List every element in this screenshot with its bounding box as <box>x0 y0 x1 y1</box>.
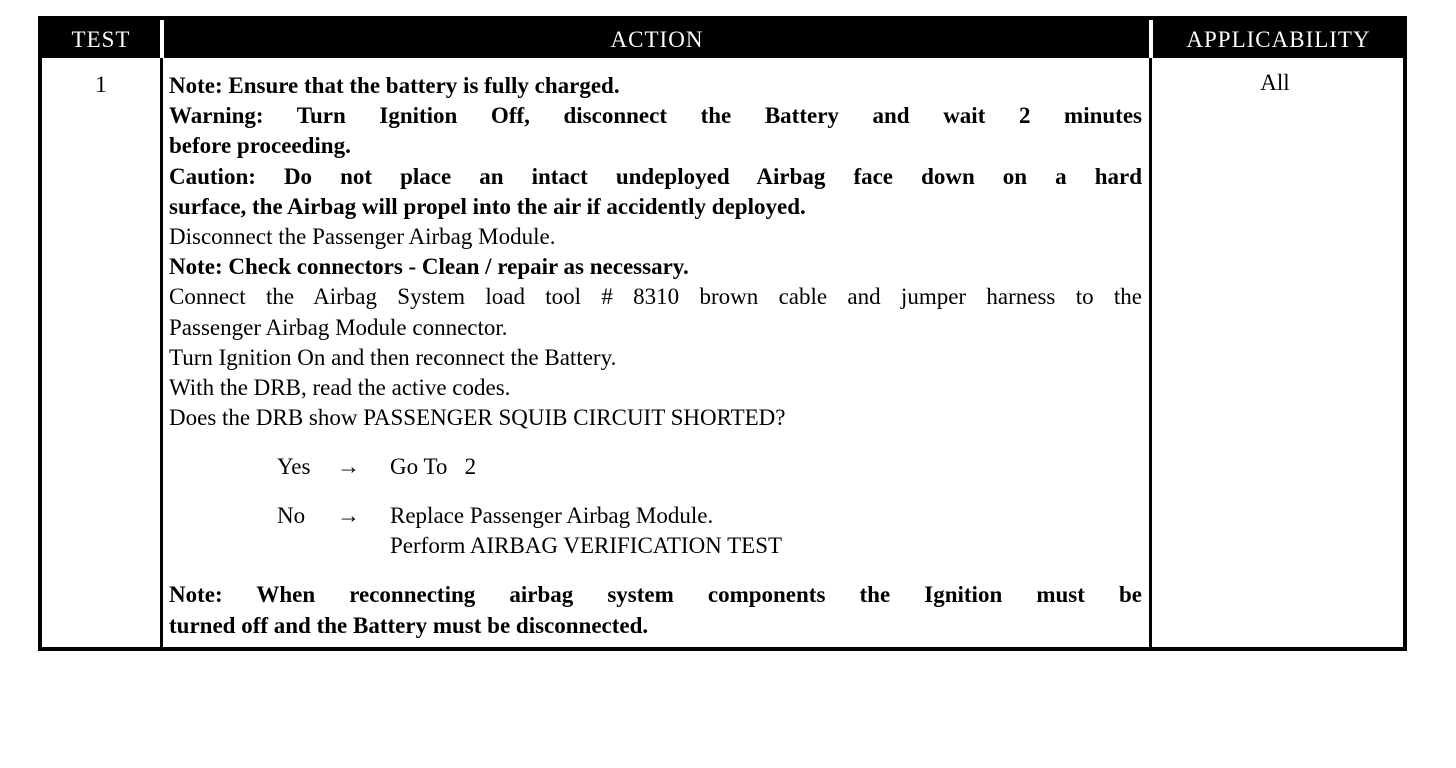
test-number: 1 <box>95 72 107 97</box>
step-connect-line-2: Passenger Airbag Module connector. <box>169 314 508 340</box>
action-cell <box>169 71 1142 641</box>
note-connectors: Note: Check connectors - Clean / repair as necessary. <box>169 254 689 280</box>
no-branch <box>169 501 1142 531</box>
no-label: No <box>277 503 306 529</box>
final-note-line-1: Note: When reconnecting airbag system components the Ignition must be <box>169 582 1142 608</box>
yes-branch <box>169 452 1142 482</box>
final-note-line-2: turned off and the Battery must be disconnected. <box>169 612 649 638</box>
applicability-value: All <box>1260 70 1290 95</box>
table-header <box>42 20 1403 58</box>
no-branch-continued <box>169 531 1142 561</box>
column-divider <box>160 58 163 651</box>
step-disconnect: Disconnect the Passenger Airbag Module. <box>169 224 556 250</box>
column-divider <box>1149 58 1152 651</box>
header-divider <box>1149 20 1153 58</box>
caution-line-1: Caution: Do not place an intact undeployed Airbag face down on a hard <box>169 163 1142 189</box>
header-action: ACTION <box>610 27 704 52</box>
no-result: Replace Passenger Airbag Module. <box>390 503 714 529</box>
header-test: TEST <box>71 27 131 52</box>
step-connect-line-1: Connect the Airbag System load tool # 8310 brown cable and jumper harness to the <box>169 284 1142 310</box>
yes-result: Go To 2 <box>390 454 477 480</box>
arrow-right-icon: → <box>337 454 360 480</box>
warning-line-1: Warning: Turn Ignition Off, disconnect the Battery and wait 2 minutes <box>169 103 1142 129</box>
diagnostic-table <box>38 16 1407 651</box>
note-battery: Note: Ensure that the battery is fully charged. <box>169 73 620 98</box>
yes-label: Yes <box>277 454 311 480</box>
warning-line-2: before proceeding. <box>169 133 351 159</box>
question: Does the DRB show PASSENGER SQUIB CIRCUIT SHORTED? <box>169 405 786 431</box>
step-read-codes: With the DRB, read the active codes. <box>169 375 511 401</box>
header-applicability: APPLICABILITY <box>1186 27 1371 52</box>
arrow-right-icon: → <box>337 503 360 529</box>
caution-line-2: surface, the Airbag will propel into the air if accidently deployed. <box>169 193 806 219</box>
step-ignition-on: Turn Ignition On and then reconnect the Battery. <box>169 344 617 370</box>
no-result-2: Perform AIRBAG VERIFICATION TEST <box>390 533 783 559</box>
